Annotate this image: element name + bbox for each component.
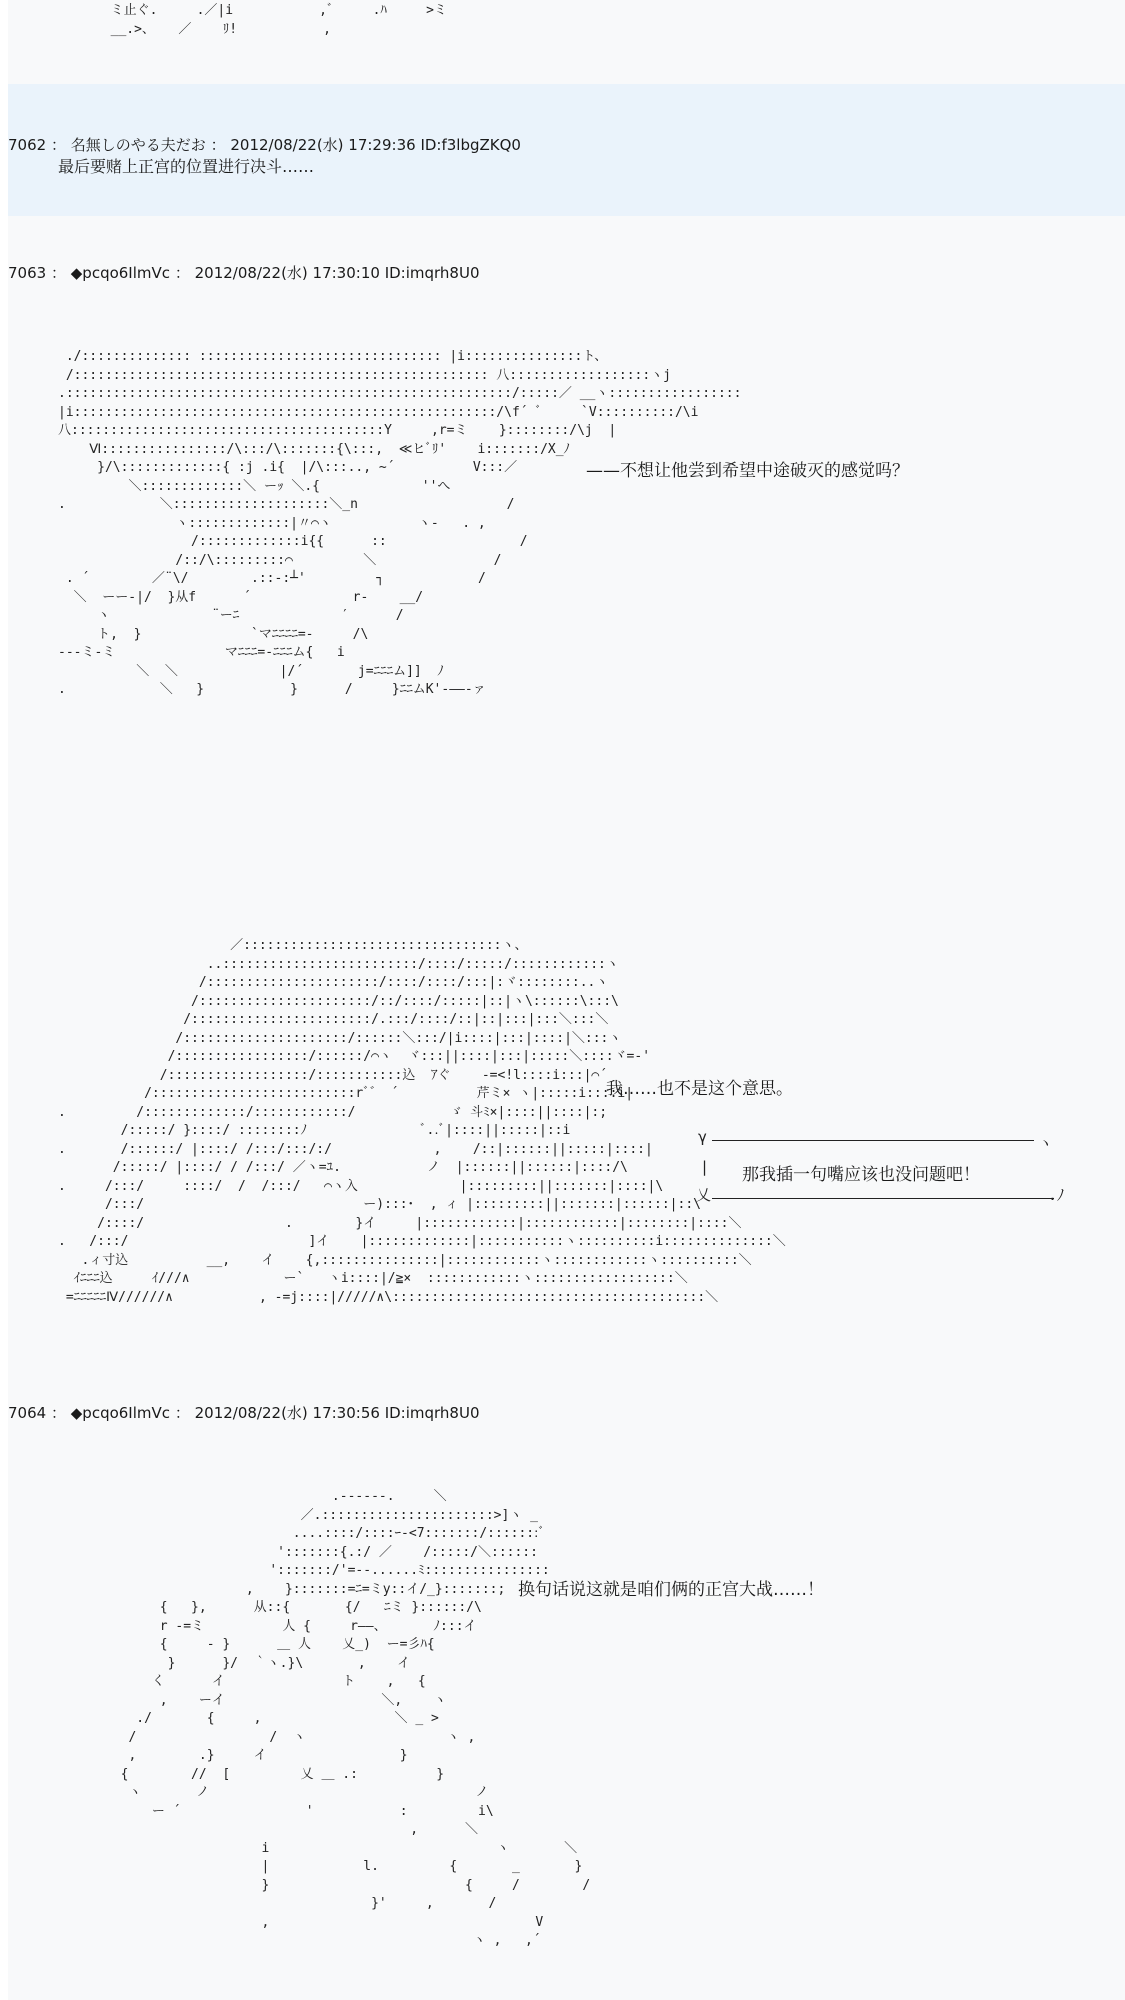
speech-bubble-text: 那我插一句嘴应该也没问题吧！ — [742, 1165, 980, 1185]
post-separator: ： — [210, 136, 226, 154]
ascii-art-fragment: ミ止ぐ. .／|i ,ﾞ .ﾊ >ミ __.>、 ／ ﾘ! , — [110, 3, 447, 37]
post-separator: ： — [50, 264, 66, 282]
poster-name: ◆pcqo6IlmVc — [70, 1404, 171, 1422]
post-datetime: 2012/08/22(水) 17:29:36 — [230, 136, 416, 154]
post-separator: ： — [50, 136, 66, 154]
post-separator: ： — [50, 1404, 66, 1422]
post-header — [8, 262, 480, 283]
speech-bubble-close-top: ヽ — [1038, 1134, 1054, 1152]
post-number[interactable]: 7062 — [8, 136, 47, 154]
post-datetime: 2012/08/22(水) 17:30:10 — [194, 264, 380, 282]
ascii-art-character-2: ／:::::::::::::::::::::::::::::::::ヽ、 ..:::::::::::::::::::::::::/::::/:::::/::::::::::::ヽ /::::::::::::::::::::::/::::/::::/:::|:ヾ::::::::..ヽ /::::::::::::::::::::::/::/::::/:::::|::|ヽ\::::::\:::\ /:::::::::::::::::::::::/.:::/::::/::|::|:::|:::＼:::＼ /:::::::::::::::::::::/::::::＼:::/|i::::|:::|::::|＼:::ヽ /:::::::::::::::::/::::::/⌒ヽ ヾ:::||::::|:::|:::::＼::::ヾ=-' /::::::::::::::::::/:::::::::::込 ｱぐ -=<!l::::i:::|⌒´ /::::::::::::::::::::::::::rﾞ゛ ´ 芹ミ× ヽ|:::::i::::i| . /:::::::::::::/::::::::::::/ ゞ 斗ﾐ×|::::||::::|:; /:::::/ }::::/ ::::::::ﾉ ﾞ..ﾞ|::::||:::::|::i . /::::::/ |::::/ /:::/:::/:/ , /::|::::::||:::::|::::| /:::::/ |::::/ / /:::/ ／ヽ=ﾕ. ノ |::::::||::::::|::::/\ . /:::/ ::::/ / /:::/ ⌒ヽ入 |:::::::::||:::::::|::::|\ /:::/ ー):::･ , ィ |:::::::::||:::::::|::::::|::\ /::::/ . }イ |::::::::::::|::::::::::::|::::::::|::::＼ . /:::/ ]イ |:::::::::::::|:::::::::::ヽ::::::::::i::::::::::::::＼ .ィ寸込 __, イ {,:::::::::::::::|::::::::::::ヽ::::::::::::ヽ::::::::::＼ ｲﾆﾆﾆ込 ｲ///∧ ー` ヽi::::|/≧× ::::::::::::ヽ::::::::::::::::::＼ =ﾆﾆﾆﾆﾆⅣ//////∧ , -=j::::|/////∧\::::::::::::::::::::::::::::::::::::::::＼ — [58, 938, 786, 1305]
post-header — [8, 1402, 480, 1423]
post-number[interactable]: 7063 — [8, 264, 47, 282]
speech-bubble-bottom-border — [712, 1198, 1054, 1199]
dialogue-line: ——不想让他尝到希望中途破灭的感觉吗？ — [586, 461, 909, 481]
poster-name: ◆pcqo6IlmVc — [70, 264, 171, 282]
ascii-art-character-3: .-‐‐‐‐-. ＼ ／.::::::::::::::::::::::>]ヽ _ ....::::/::::ｰ-<7:::::::/:::::::ﾞ ':::::::{.:/ ／ /:::::/＼:::::: ':::::::/'=--......ﾐ:::::::::::::::: , }:::::::=ﾆ=ミy::イ/_}:::::::; { }, 从::{ {/ ﾆミ }::::::/\ r -=ミ 人 { r――、 ﾉ:::イ { - } ＿ 人 乂_) ー=彡ﾊ{ } }/ ｀ヽ.}\ , イ く イ ト , { , ーイ ＼, ヽ ./ { , ＼ _ > / / ヽ ヽ , , .} イ } { // [ 乂 ＿ .: } ヽ ノ ノ ー ´ ' : i\ , ＼ i ヽ ＼ | l. { _ } } { / / }' , / , V ヽ , ,´ — [120, 1489, 591, 1948]
dialogue-line: 我……也不是这个意思。 — [606, 1079, 793, 1099]
ascii-art-character-1: ./:::::::::::::: ::::::::::::::::::::::::::::::: |i:::::::::::::::ト、 /::::::::::::::::::::::::::::::::::::::::::::::::::::: 八::::::::::::::::::ヽj .:::::::::::::::::::::::::::::::::::::::::::::::::::::::::/:::::／ __ヽ::::::::::::::::: |i::::::::::::::::::::::::::::::::::::::::::::::::::::::/\f´ ﾞ `V::::::::::/\i 八::::::::::::::::::::::::::::::::::::::::Y ,r=ミ }::::::::/\j | Ⅵ::::::::::::::::/\:::/\:::::::{\:::, ≪ヒﾞﾘ' i:::::::/X_ﾉ }/\:::::::::::::{ :j .i{ |/\:::.., ~´ V:::／ ＼:::::::::::::＼ ーｯ ＼.{ ''へ . ＼::::::::::::::::::::＼_n / ヽ:::::::::::::|〃⌒ヽ ヽ- . , /:::::::::::::i{{ :: / /::/\:::::::::⌒ ＼ / . ´ ／¨\/ .::-:┴' ┐ / ＼ ーー-|/ }从f ´ r- __/ ヽ ¨ーﾆ ′ / ト, } `マﾆﾆﾆﾆ=- /\ ---ミ-ミ マﾆﾆﾆ=-ﾆﾆﾆム{ i ＼ ＼ |/´ j=ﾆﾆﾆム]] ﾉ . ＼ } } / }ﾆﾆムK'-――-ァ — [58, 349, 742, 697]
post-separator: ： — [174, 264, 190, 282]
post-header — [8, 134, 521, 155]
speech-bubble-open-bottom: 乂 — [696, 1186, 712, 1204]
poster-id[interactable]: ID:f3lbgZKQ0 — [420, 136, 521, 154]
poster-id[interactable]: ID:imqrh8U0 — [384, 264, 480, 282]
post-datetime: 2012/08/22(水) 17:30:56 — [194, 1404, 380, 1422]
post-body: 最后要赌上正宫的位置进行决斗…… — [58, 157, 315, 176]
post-number[interactable]: 7064 — [8, 1404, 47, 1422]
poster-id[interactable]: ID:imqrh8U0 — [384, 1404, 480, 1422]
speech-bubble-close-bottom: .ﾉ — [1048, 1186, 1065, 1204]
speech-bubble-open-mid: | — [700, 1158, 710, 1176]
poster-name: 名無しのやる夫だお — [70, 136, 206, 154]
dialogue-line: 换句话说这就是咱们俩的正宫大战……！ — [518, 1580, 824, 1600]
post-separator: ： — [174, 1404, 190, 1422]
speech-bubble-open-top: γ — [698, 1128, 708, 1146]
speech-bubble-top-border — [712, 1140, 1034, 1141]
